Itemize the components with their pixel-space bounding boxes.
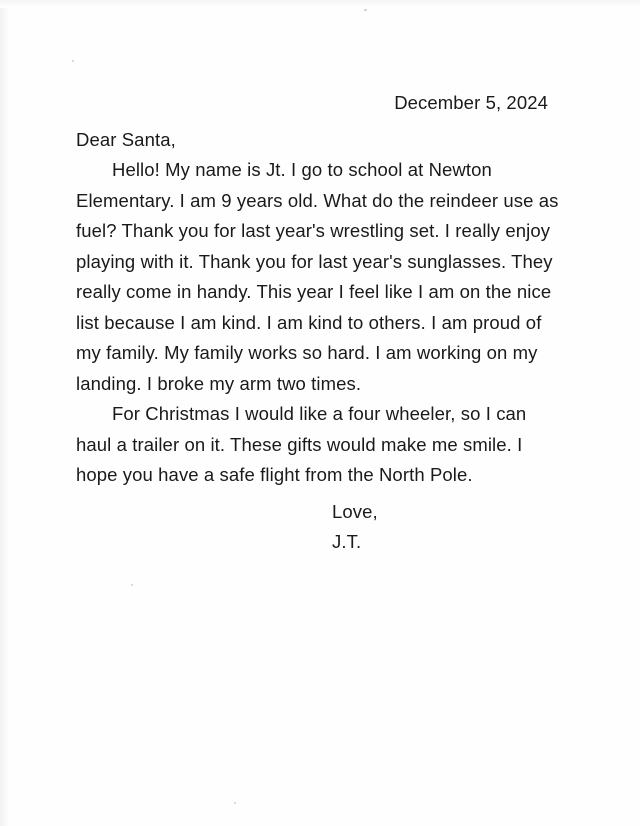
scan-edge-top xyxy=(0,0,640,8)
scan-speck xyxy=(364,9,367,11)
letter-paragraph-2: For Christmas I would like a four wheeler, so I can haul a trailer on it. These gifts would make me smile. I hope you have a safe flight from the North Pole. xyxy=(76,403,527,485)
scan-speck xyxy=(131,584,133,586)
scan-speck xyxy=(234,802,236,804)
letter-signature: J.T. xyxy=(332,531,362,552)
letter-body xyxy=(76,88,566,558)
scan-speck xyxy=(72,60,74,62)
scan-edge-left xyxy=(0,0,10,826)
letter-salutation: Dear Santa, xyxy=(76,128,176,150)
letter-paragraph-1: Hello! My name is Jt. I go to school at Newton Elementary. I am 9 years old. What do the reindeer use as fuel? Thank you for last year's wrestling set. I really enjoy playing with it. Thank you for last year's sunglasses. They really come in handy. This year I feel like I am on the nice list because I am kind. I am kind to others. I am proud of my family. My family works so hard. I am working on my landing. I broke my arm two times. xyxy=(76,159,559,394)
letter-closing: Love, xyxy=(332,500,378,522)
letter-date: December 5, 2024 xyxy=(394,92,548,113)
